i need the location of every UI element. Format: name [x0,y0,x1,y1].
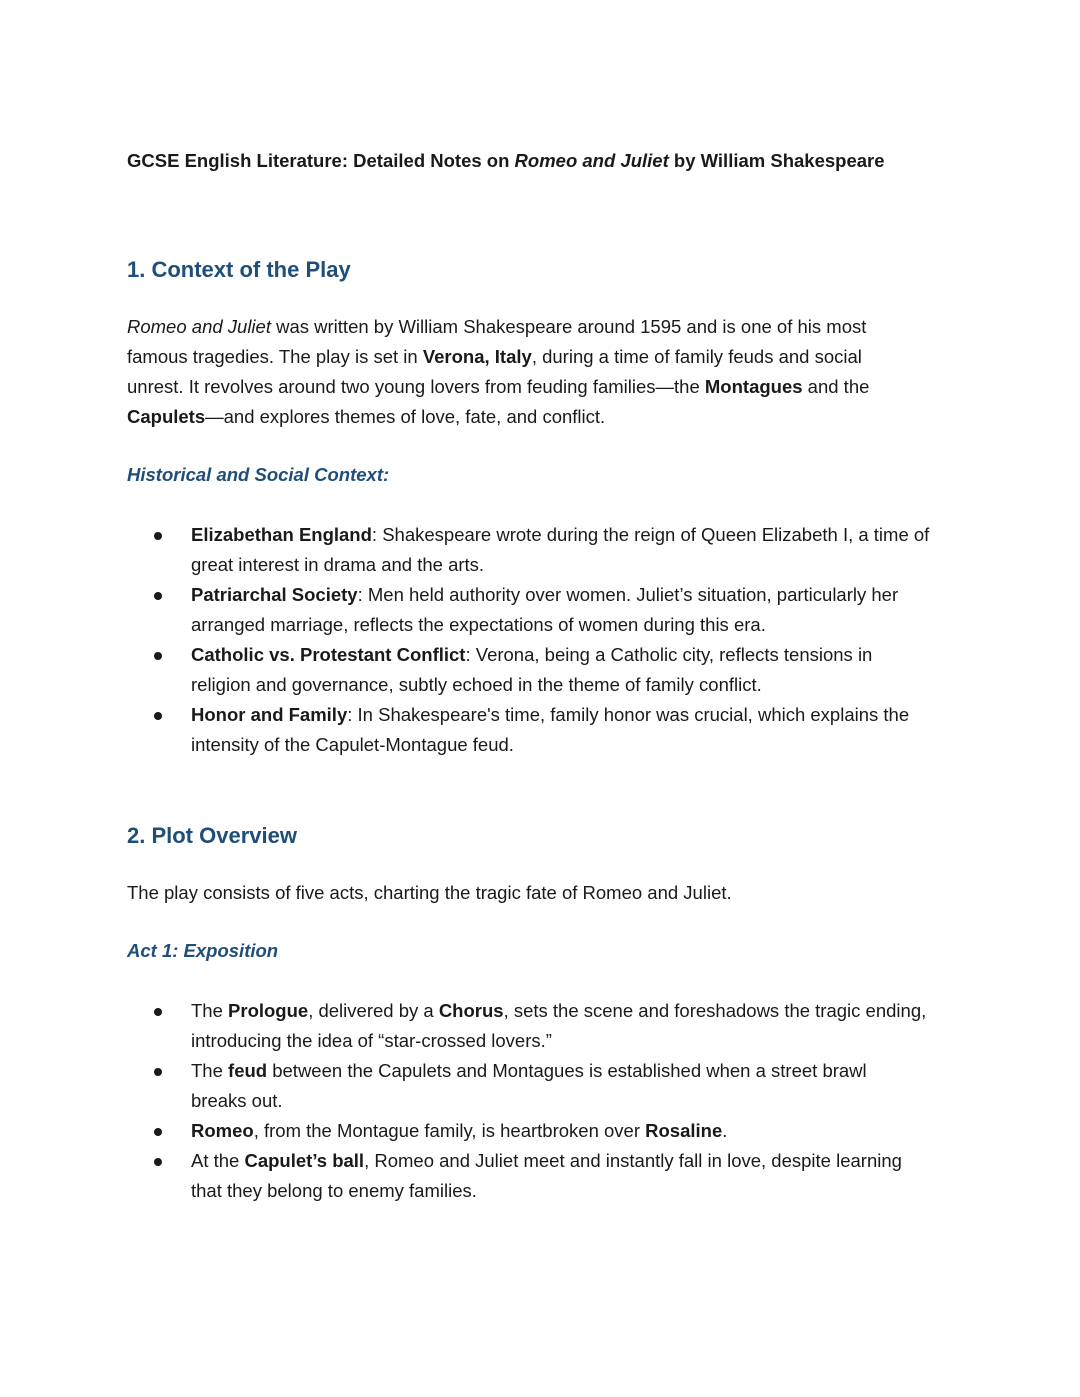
list-item-line [191,996,1007,1026]
list-item-emphasis: feud [228,1060,268,1081]
list-item-emphasis: Catholic vs. Protestant Conflict [191,644,466,665]
bullet-icon [154,1068,162,1076]
subheading-act-1: Act 1: Exposition [127,940,279,961]
paragraph-text: The play consists of five acts, charting the tragic fate of Romeo and Juliet. [127,882,732,903]
paragraph-emphasis: Capulets [127,406,206,427]
list-item-emphasis: Capulet’s ball [244,1150,365,1171]
title-work: Romeo and Juliet [514,150,669,171]
list-item-text: , from the Montague family, is heartbroken over [253,1120,646,1141]
list-item-line [191,670,1007,700]
paragraph-text: unrest. It revolves around two young lovers from feuding families—the [127,376,705,397]
list-item-line [191,610,1007,640]
bullet-icon [154,1128,162,1136]
paragraph-text: , during a time of family feuds and social [531,346,862,367]
list-item [127,580,1007,640]
bullet-icon [154,532,162,540]
historical-context-list [127,520,1007,760]
list-item [127,1146,1007,1206]
list-item-text: religion and governance, subtly echoed in the theme of family conflict. [191,674,762,695]
paragraph-emphasis: Romeo and Juliet [127,316,271,337]
list-item-text: : Verona, being a Catholic city, reflects tensions in [465,644,873,665]
paragraph-line [127,402,957,432]
list-item-text: between the Capulets and Montagues is established when a street brawl [267,1060,867,1081]
list-item-emphasis: Elizabethan England [191,524,372,545]
paragraph-text: and the [802,376,870,397]
bullet-icon [154,1158,162,1166]
list-item-line [191,550,1007,580]
list-item-line [191,1116,1007,1146]
list-item-line [191,1086,1007,1116]
list-item [127,700,1007,760]
paragraph-line [127,342,957,372]
paragraph-line [127,878,957,908]
list-item-emphasis: Patriarchal Society [191,584,358,605]
list-item-text: introducing the idea of “star-crossed lovers.” [191,1030,552,1051]
paragraph-line [127,372,957,402]
paragraph-text: famous tragedies. The play is set in [127,346,423,367]
list-item-line [191,730,1007,760]
list-item-line [191,640,1007,670]
list-item-text: : Shakespeare wrote during the reign of Queen Elizabeth I, a time of [371,524,930,545]
list-item-line [191,1176,1007,1206]
list-item-text: , Romeo and Juliet meet and instantly fall in love, despite learning [364,1150,902,1171]
list-item-text: breaks out. [191,1090,283,1111]
bullet-icon [154,652,162,660]
bullet-icon [154,712,162,720]
list-item [127,1116,1007,1146]
document-title [127,150,885,172]
list-item-emphasis: Romeo [191,1120,254,1141]
list-item-line [191,1056,1007,1086]
list-item-text: At the [191,1150,245,1171]
list-item-line [191,1146,1007,1176]
list-item-text: intensity of the Capulet-Montague feud. [191,734,514,755]
list-item-text: that they belong to enemy families. [191,1180,477,1201]
list-item [127,640,1007,700]
paragraph-emphasis: Verona, Italy [422,346,532,367]
paragraph-text: was written by William Shakespeare around 1595 and is one of his most [270,316,867,337]
plot-intro-paragraph [127,878,957,908]
list-item-text: The [191,1060,229,1081]
list-item-text: arranged marriage, reflects the expectations of women during this era. [191,614,766,635]
list-item-text: , delivered by a [308,1000,439,1021]
list-item-line [191,1026,1007,1056]
list-item-line [191,580,1007,610]
paragraph-text: —and explores themes of love, fate, and conflict. [205,406,606,427]
context-intro-paragraph [127,312,957,432]
bullet-icon [154,592,162,600]
list-item-emphasis: Prologue [228,1000,309,1021]
list-item-text: The [191,1000,229,1021]
title-suffix: by William Shakespeare [668,150,885,171]
section-heading-context: 1. Context of the Play [127,257,351,282]
act-1-list [127,996,1007,1206]
paragraph-emphasis: Montagues [704,376,803,397]
list-item-line [191,520,1007,550]
bullet-icon [154,1008,162,1016]
list-item-emphasis: Chorus [438,1000,504,1021]
list-item-emphasis: Rosaline [645,1120,723,1141]
list-item-emphasis: Honor and Family [191,704,348,725]
list-item-text: great interest in drama and the arts. [191,554,485,575]
title-prefix: GCSE English Literature: Detailed Notes on [127,150,515,171]
list-item-text: : In Shakespeare's time, family honor was crucial, which explains the [347,704,910,725]
paragraph-line [127,312,957,342]
list-item-line [191,700,1007,730]
list-item [127,1056,1007,1116]
list-item-text: , sets the scene and foreshadows the tragic ending, [503,1000,927,1021]
list-item [127,520,1007,580]
list-item [127,996,1007,1056]
list-item-text: . [722,1120,728,1141]
subheading-historical-context: Historical and Social Context: [127,464,390,485]
section-heading-plot: 2. Plot Overview [127,823,297,848]
list-item-text: : Men held authority over women. Juliet’s situation, particularly her [357,584,899,605]
